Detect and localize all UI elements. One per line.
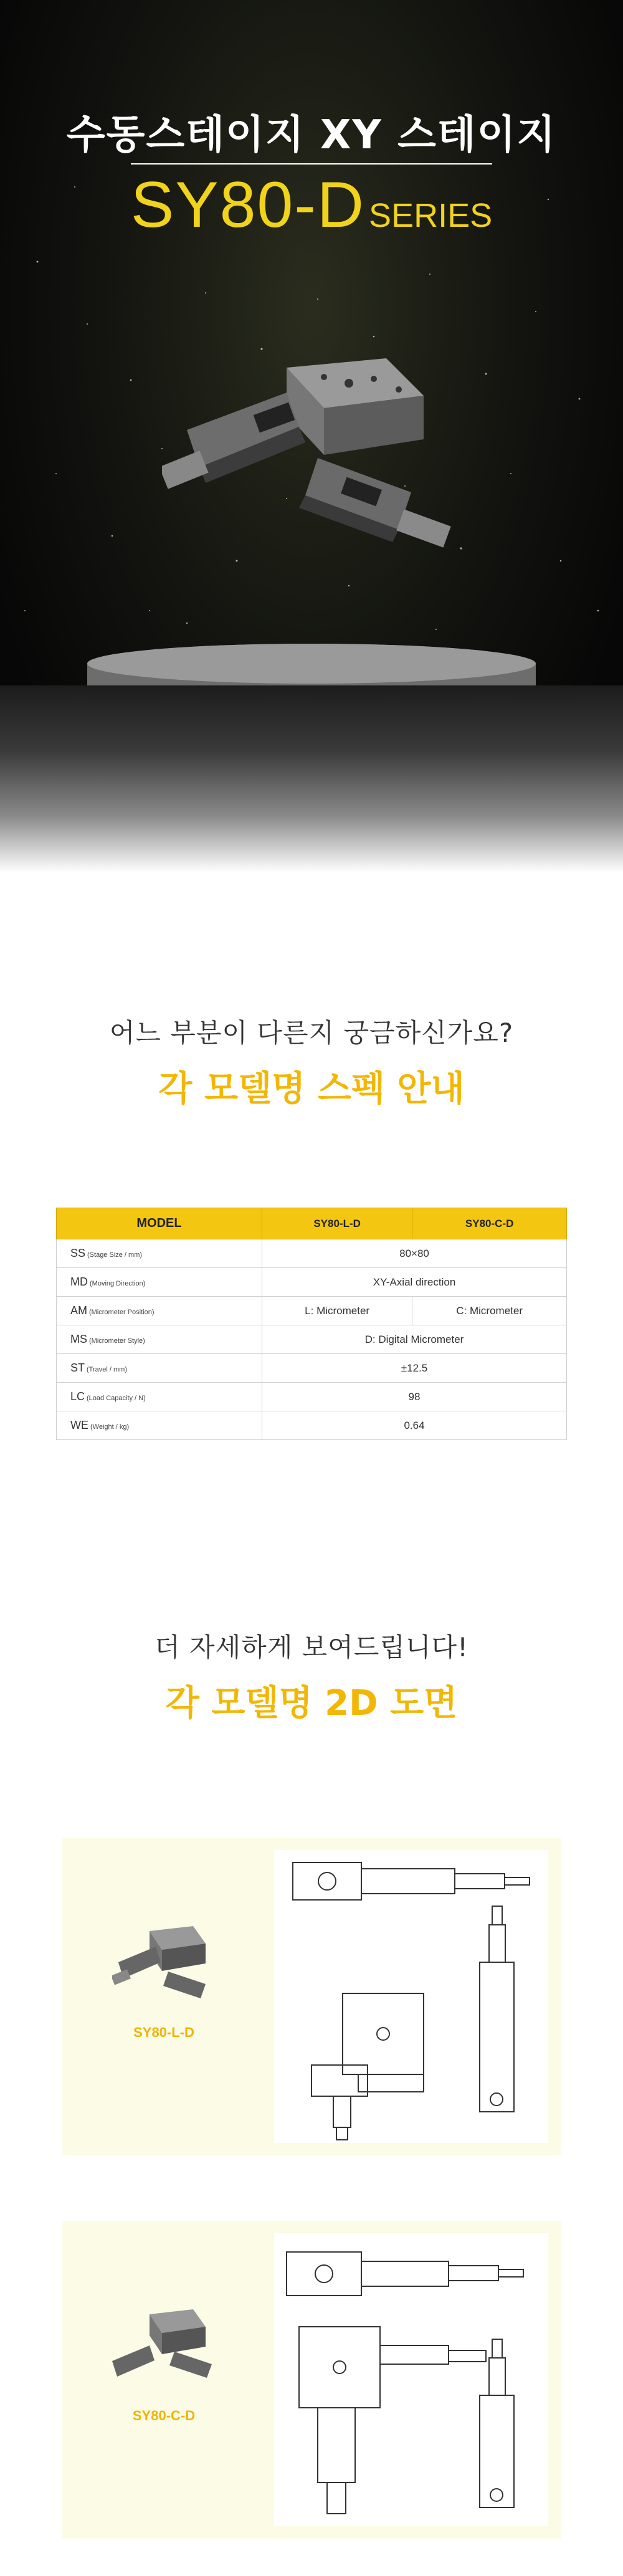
header-col-l: SY80-L-D bbox=[262, 1208, 412, 1239]
2d-technical-drawing bbox=[274, 2233, 548, 2526]
spec-section-subtitle: 어느 부분이 다른지 궁금하신가요? bbox=[109, 1018, 514, 1048]
table-row bbox=[57, 1239, 567, 1268]
row-code: ST bbox=[70, 1362, 85, 1374]
row-value-l: L: Micrometer bbox=[262, 1297, 412, 1325]
table-row bbox=[57, 1354, 567, 1383]
table-row bbox=[57, 1268, 567, 1297]
row-label bbox=[57, 1411, 262, 1440]
table-row bbox=[57, 1325, 567, 1354]
drawing-card-l bbox=[62, 1838, 561, 2155]
drawing-card-c bbox=[62, 2221, 561, 2539]
row-label bbox=[57, 1297, 262, 1325]
row-label bbox=[57, 1383, 262, 1411]
hero-model-name bbox=[0, 168, 623, 242]
row-note: (Micrometer Position) bbox=[89, 1309, 155, 1316]
hero-divider bbox=[131, 163, 492, 165]
row-value: XY-Axial direction bbox=[262, 1268, 567, 1297]
2d-technical-drawing bbox=[274, 1850, 548, 2143]
drawing-section-title: 각 모델명 2D 도면 bbox=[165, 1683, 458, 1724]
product-thumbnail bbox=[112, 1919, 218, 2006]
rocky-ground bbox=[0, 685, 623, 872]
row-note: (Moving Direction) bbox=[90, 1280, 146, 1287]
hero-model-series: SERIES bbox=[369, 197, 493, 234]
drawing-section-subtitle: 더 자세하게 보여드립니다! bbox=[155, 1632, 468, 1662]
spec-section-heading bbox=[0, 1013, 623, 1111]
xy-stage-product-image bbox=[162, 349, 486, 598]
header-model: MODEL bbox=[57, 1208, 262, 1239]
spec-table bbox=[56, 1208, 567, 1440]
footer-spacer bbox=[0, 2539, 623, 2576]
model-caption: SY80-L-D bbox=[133, 2025, 194, 2040]
row-value: 98 bbox=[262, 1383, 567, 1411]
table-row bbox=[57, 1411, 567, 1440]
row-code: LC bbox=[70, 1390, 85, 1403]
spec-table-header bbox=[57, 1208, 567, 1239]
spec-section-title: 각 모델명 스펙 안내 bbox=[158, 1069, 465, 1109]
hero-banner bbox=[0, 0, 623, 872]
product-thumbnail bbox=[112, 2302, 218, 2389]
row-code: WE bbox=[70, 1419, 88, 1431]
row-note: (Micrometer Style) bbox=[89, 1337, 145, 1345]
row-note: (Stage Size / mm) bbox=[87, 1251, 143, 1259]
row-value: 80×80 bbox=[262, 1239, 567, 1268]
row-label bbox=[57, 1354, 262, 1383]
row-note: (Travel / mm) bbox=[87, 1366, 127, 1373]
hero-model-code: SY80-D bbox=[130, 169, 366, 241]
drawing-section-heading bbox=[0, 1627, 623, 1725]
row-note: (Weight / kg) bbox=[90, 1423, 130, 1431]
row-code: AM bbox=[70, 1304, 87, 1317]
table-row bbox=[57, 1383, 567, 1411]
row-code: SS bbox=[70, 1247, 86, 1259]
row-code: MD bbox=[70, 1276, 88, 1288]
row-value: 0.64 bbox=[262, 1411, 567, 1440]
row-label bbox=[57, 1239, 262, 1268]
row-label bbox=[57, 1325, 262, 1354]
row-value: D: Digital Micrometer bbox=[262, 1325, 567, 1354]
row-value-c: C: Micrometer bbox=[412, 1297, 567, 1325]
row-code: MS bbox=[70, 1333, 87, 1345]
row-label bbox=[57, 1268, 262, 1297]
row-note: (Load Capacity / N) bbox=[87, 1395, 146, 1402]
hero-title: 수동스테이지 XY 스테이지 bbox=[66, 112, 557, 158]
table-row bbox=[57, 1297, 567, 1325]
model-caption: SY80-C-D bbox=[132, 2408, 196, 2423]
row-value: ±12.5 bbox=[262, 1354, 567, 1383]
header-col-c: SY80-C-D bbox=[412, 1208, 567, 1239]
